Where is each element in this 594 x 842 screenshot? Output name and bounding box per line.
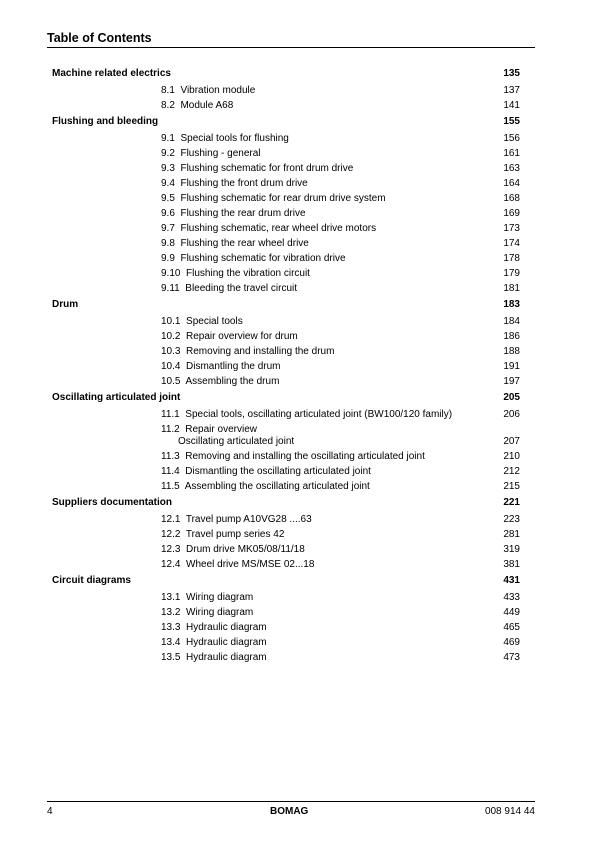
page-number: 191 (503, 361, 520, 372)
page-number: 206 (503, 409, 520, 420)
entry-title: 10.3 Removing and installing the drum (161, 346, 335, 357)
page-number: 161 (503, 148, 520, 159)
entry-title: 10.2 Repair overview for drum (161, 331, 298, 342)
page-number: 210 (503, 451, 520, 462)
page-number: 431 (503, 575, 520, 586)
entry-title: 13.4 Hydraulic diagram (161, 637, 267, 648)
entry-title: 12.3 Drum drive MK05/08/11/18 (161, 544, 305, 555)
entry-title: 13.2 Wiring diagram (161, 607, 254, 618)
entry-title: 11.1 Special tools, oscillating articulated joint (BW100/120 family) (161, 409, 453, 420)
footer-page-number: 4 (47, 806, 53, 817)
page-number: 473 (503, 652, 520, 663)
page-number: 163 (503, 163, 520, 174)
page-number: 212 (503, 466, 520, 477)
page-number: 465 (503, 622, 520, 633)
entry-title: 8.2 Module A68 (161, 100, 234, 111)
page-number: 169 (503, 208, 520, 219)
page-number: 156 (503, 133, 520, 144)
page-title: Table of Contents (47, 31, 152, 45)
chapter-title: Drum (52, 299, 79, 310)
entry-title: 10.5 Assembling the drum (161, 376, 280, 387)
entry-title: 12.1 Travel pump A10VG28 ....63 (161, 514, 312, 525)
page-number: 221 (503, 497, 520, 508)
page-number: 215 (503, 481, 520, 492)
page-number: 174 (503, 238, 520, 249)
chapter-title: Flushing and bleeding (52, 116, 159, 127)
entry-title: 12.2 Travel pump series 42 (161, 529, 285, 540)
entry-title: 13.1 Wiring diagram (161, 592, 254, 603)
page-number: 433 (503, 592, 520, 603)
entry-title: 9.11 Bleeding the travel circuit (161, 283, 298, 294)
page-number: 281 (503, 529, 520, 540)
page-number: 205 (503, 392, 520, 403)
page-number: 155 (503, 116, 520, 127)
page-number: 319 (503, 544, 520, 555)
entry-title: 13.3 Hydraulic diagram (161, 622, 267, 633)
page-number: 137 (503, 85, 520, 96)
entry-title: 9.6 Flushing the rear drum drive (161, 208, 306, 219)
entry-title: 11.3 Removing and installing the oscillating articulated joint (161, 451, 425, 462)
footer-doc-number: 008 914 44 (484, 806, 535, 817)
page-number: 197 (503, 376, 520, 387)
entry-title: 9.4 Flushing the front drum drive (161, 178, 308, 189)
entry-title: 9.1 Special tools for flushing (161, 133, 289, 144)
page-number: 173 (503, 223, 520, 234)
entry-title: 9.5 Flushing schematic for rear drum drive system (161, 193, 386, 204)
page-number: 188 (503, 346, 520, 357)
entry-title: 10.1 Special tools (161, 316, 243, 327)
entry-title: 9.9 Flushing schematic for vibration drive (161, 253, 346, 264)
page-number: 164 (503, 178, 520, 189)
entry-title: 12.4 Wheel drive MS/MSE 02...18 (161, 559, 315, 570)
entry-title: 8.1 Vibration module (161, 85, 256, 96)
page-number: 449 (503, 607, 520, 618)
entry-title: 11.2 Repair overview (161, 424, 257, 435)
page-number: 184 (503, 316, 520, 327)
page-number: 141 (503, 100, 520, 111)
chapter-title: Circuit diagrams (52, 575, 131, 586)
entry-title-continued: Oscillating articulated joint (178, 436, 295, 447)
chapter-title: Machine related electrics (52, 68, 171, 79)
page-number: 207 (503, 436, 520, 447)
page-number: 223 (503, 514, 520, 525)
entry-title: 9.8 Flushing the rear wheel drive (161, 238, 309, 249)
entry-title: 11.4 Dismantling the oscillating articulated joint (161, 466, 371, 477)
chapter-title: Oscillating articulated joint (52, 392, 181, 403)
entry-title: 9.7 Flushing schematic, rear wheel drive motors (161, 223, 377, 234)
chapter-title: Suppliers documentation (52, 497, 173, 508)
entry-title: 9.3 Flushing schematic for front drum drive (161, 163, 354, 174)
page-number: 179 (503, 268, 520, 279)
entry-title: 13.5 Hydraulic diagram (161, 652, 267, 663)
page-number: 168 (503, 193, 520, 204)
footer-brand: BOMAG (270, 806, 309, 817)
page-number: 178 (503, 253, 520, 264)
entry-title: 11.5 Assembling the oscillating articulated joint (161, 481, 370, 492)
page-number: 186 (503, 331, 520, 342)
page-number: 135 (503, 68, 520, 79)
footer-divider (47, 801, 535, 802)
entry-title: 9.2 Flushing - general (161, 148, 261, 159)
page-number: 381 (503, 559, 520, 570)
entry-title: 10.4 Dismantling the drum (161, 361, 281, 372)
page-number: 183 (503, 299, 520, 310)
entry-title: 9.10 Flushing the vibration circuit (161, 268, 310, 279)
page-number: 181 (503, 283, 520, 294)
page-number: 469 (503, 637, 520, 648)
